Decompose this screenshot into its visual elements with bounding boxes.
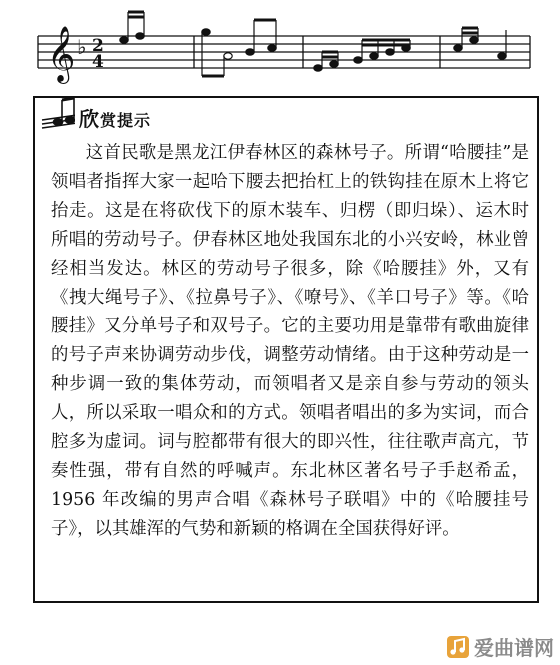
flat-sign-icon: ♭ — [77, 35, 87, 59]
watermark-text: 爱曲谱网 — [474, 636, 554, 660]
appreciation-text: 这首民歌是黑龙江伊春林区的森林号子。所谓“哈腰挂”是领唱者指挥大家一起哈下腰去把抬杠上的铁钩挂在原木上将它抬走。这是在将砍伐下的原木装车、归楞（即归垛）、运木时所唱的劳动号子。伊春林区地处我国东北的小兴安岭，林业曾经相当发达。林区的劳动号子很多，除《哈腰挂》外，又有《拽大绳号子》、《拉鼻号子》、《嘹号》、《羊口号子》等。《哈腰挂》又分单号子和双号子。它的主要功用是靠带有歌曲旋律的号子声来协调劳动步伐，调整劳动情绪。由于这种劳动是一种步调一致的集体劳动，而领唱者又是亲自参与劳动的领头人，所以采取一唱众和的方式。领唱者唱出的多为实词，而合腔多为虚词。词与腔都带有很大的即兴性，往往歌声高亢，节奏性强，带有自然的呼喊声。东北林区著名号子手赵希孟，1956 年改编的男声合唱《森林号子联唱》中的《哈腰挂号子》，以其雄浑的气势和新颖的格调在全国获得好评。 — [51, 143, 529, 539]
section-heading — [75, 103, 155, 132]
note-group-3 — [314, 40, 410, 71]
site-watermark — [446, 632, 554, 661]
music-staff-excerpt — [0, 0, 560, 100]
heading-rest: 赏提示 — [100, 111, 152, 130]
music-note-logo-icon — [446, 635, 470, 659]
time-signature-top: 2 — [92, 36, 104, 56]
note-group-1 — [120, 12, 144, 43]
treble-clef-icon: 𝄞 — [47, 26, 76, 82]
heading-first-char: 欣 — [79, 107, 100, 131]
time-signature-bottom: 4 — [92, 52, 104, 72]
